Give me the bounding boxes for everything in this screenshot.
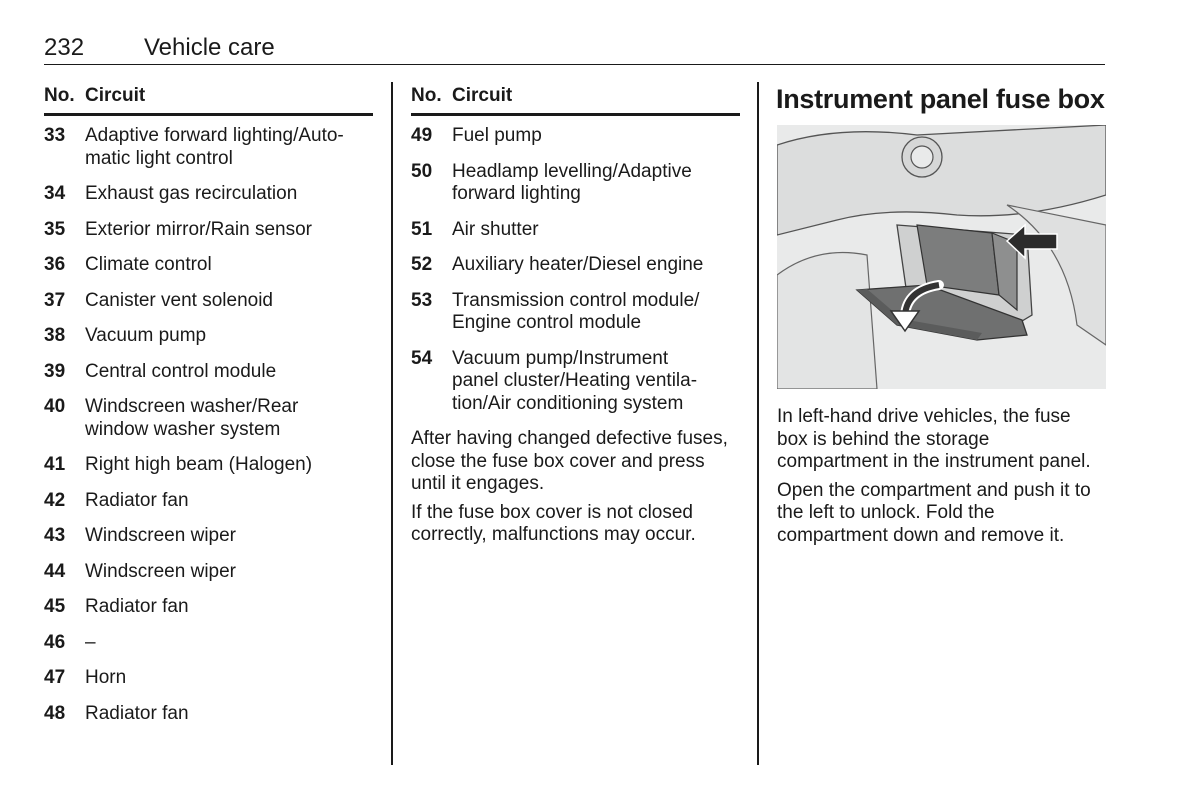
fuse-number: 51 bbox=[411, 218, 433, 240]
table-row bbox=[411, 125, 740, 148]
circuit-name: Radiator fan bbox=[85, 596, 189, 617]
circuit-column-header: Circuit bbox=[452, 85, 513, 106]
table-row bbox=[411, 348, 740, 416]
table-row bbox=[44, 125, 373, 170]
table-row bbox=[411, 161, 740, 206]
circuit-name: Windscreen wiper bbox=[85, 525, 236, 546]
fuse-number: 42 bbox=[44, 489, 66, 511]
no-column-header: No. bbox=[411, 85, 442, 106]
page-number: 232 bbox=[44, 34, 85, 61]
fuse-number: 38 bbox=[44, 325, 66, 346]
table-row bbox=[44, 325, 373, 348]
fuse-table-left bbox=[44, 125, 373, 725]
table-row bbox=[411, 254, 740, 277]
table-row bbox=[411, 219, 740, 242]
fuse-number: 45 bbox=[44, 596, 66, 617]
warning-paragraph: If the fuse box cover is not closed correctly, malfunctions may occur. bbox=[411, 501, 696, 545]
fuse-number: 50 bbox=[411, 160, 433, 182]
right-column bbox=[777, 84, 1106, 553]
circuit-name: Windscreen washer/Rear window washer system bbox=[85, 396, 299, 440]
section-heading: Instrument panel fuse box bbox=[776, 84, 1105, 114]
circuit-name: Exterior mirror/Rain sensor bbox=[85, 218, 312, 240]
table-row bbox=[44, 290, 373, 313]
left-column bbox=[44, 84, 373, 738]
circuit-name: Horn bbox=[85, 667, 127, 688]
fuse-number: 44 bbox=[44, 560, 66, 582]
fuse-number: 41 bbox=[44, 454, 66, 475]
circuit-name: Headlamp levelling/Adaptive forward lighting bbox=[452, 160, 692, 204]
section-title: Vehicle care bbox=[144, 34, 275, 61]
fuse-number: 37 bbox=[44, 289, 66, 311]
fuse-number: 48 bbox=[44, 702, 66, 724]
circuit-name: Right high beam (Halogen) bbox=[85, 454, 313, 475]
fuse-number: 35 bbox=[44, 218, 66, 240]
column-divider bbox=[757, 82, 759, 765]
table-row bbox=[44, 632, 373, 655]
circuit-name: Transmission control module/ Engine control module bbox=[452, 289, 700, 333]
fuse-number: 40 bbox=[44, 396, 66, 417]
table-row bbox=[411, 290, 740, 335]
table-row bbox=[44, 667, 373, 690]
circuit-name: Climate control bbox=[85, 254, 212, 275]
table-row bbox=[44, 396, 373, 441]
circuit-name: Vacuum pump/Instrument panel cluster/Heating ventila- tion/Air conditioning system bbox=[452, 347, 698, 414]
fuse-number: 39 bbox=[44, 360, 66, 382]
table-row bbox=[44, 525, 373, 548]
fuse-number: 54 bbox=[411, 347, 433, 369]
page-header bbox=[44, 34, 1105, 65]
fuse-box-illustration bbox=[777, 125, 1106, 389]
table-row bbox=[44, 596, 373, 619]
table-row bbox=[44, 703, 373, 726]
circuit-name: Radiator fan bbox=[85, 489, 189, 511]
fuse-number: 46 bbox=[44, 631, 66, 653]
table-row bbox=[44, 490, 373, 513]
column-divider bbox=[391, 82, 393, 765]
circuit-name: Vacuum pump bbox=[85, 325, 207, 346]
location-paragraph: In left-hand drive vehicles, the fuse box is behind the storage compartment in the instrument panel. bbox=[777, 406, 1091, 472]
circuit-name: – bbox=[85, 631, 96, 653]
circuit-name: Canister vent solenoid bbox=[85, 289, 273, 311]
table-row bbox=[44, 254, 373, 277]
no-column-header: No. bbox=[44, 85, 75, 106]
fuse-number: 33 bbox=[44, 125, 66, 146]
circuit-name: Air shutter bbox=[452, 218, 539, 240]
circuit-name: Fuel pump bbox=[452, 125, 542, 146]
fuse-table-middle bbox=[411, 125, 740, 415]
circuit-name: Adaptive forward lighting/Auto- matic light control bbox=[85, 125, 344, 169]
table-row bbox=[44, 183, 373, 206]
table-row bbox=[44, 454, 373, 477]
table-row bbox=[44, 361, 373, 384]
instruction-paragraph: After having changed defective fuses, close the fuse box cover and press until it engages. bbox=[411, 428, 728, 494]
fuse-number: 53 bbox=[411, 289, 433, 311]
removal-paragraph: Open the compartment and push it to the left to unlock. Fold the compartment down and remove it. bbox=[777, 479, 1091, 546]
circuit-name: Central control module bbox=[85, 360, 277, 382]
circuit-name: Exhaust gas recirculation bbox=[85, 183, 298, 204]
fuse-number: 49 bbox=[411, 125, 433, 146]
circuit-name: Windscreen wiper bbox=[85, 560, 236, 582]
table-row bbox=[44, 561, 373, 584]
table-row bbox=[44, 219, 373, 242]
fuse-number: 43 bbox=[44, 525, 66, 546]
circuit-column-header: Circuit bbox=[85, 85, 146, 106]
circuit-name: Radiator fan bbox=[85, 702, 189, 724]
fuse-number: 34 bbox=[44, 183, 66, 204]
fuse-table-header bbox=[411, 84, 740, 116]
fuse-number: 47 bbox=[44, 667, 66, 688]
fuse-table-header bbox=[44, 84, 373, 116]
fuse-number: 52 bbox=[411, 254, 433, 275]
circuit-name: Auxiliary heater/Diesel engine bbox=[452, 254, 704, 275]
middle-column bbox=[411, 84, 740, 553]
fuse-number: 36 bbox=[44, 254, 66, 275]
